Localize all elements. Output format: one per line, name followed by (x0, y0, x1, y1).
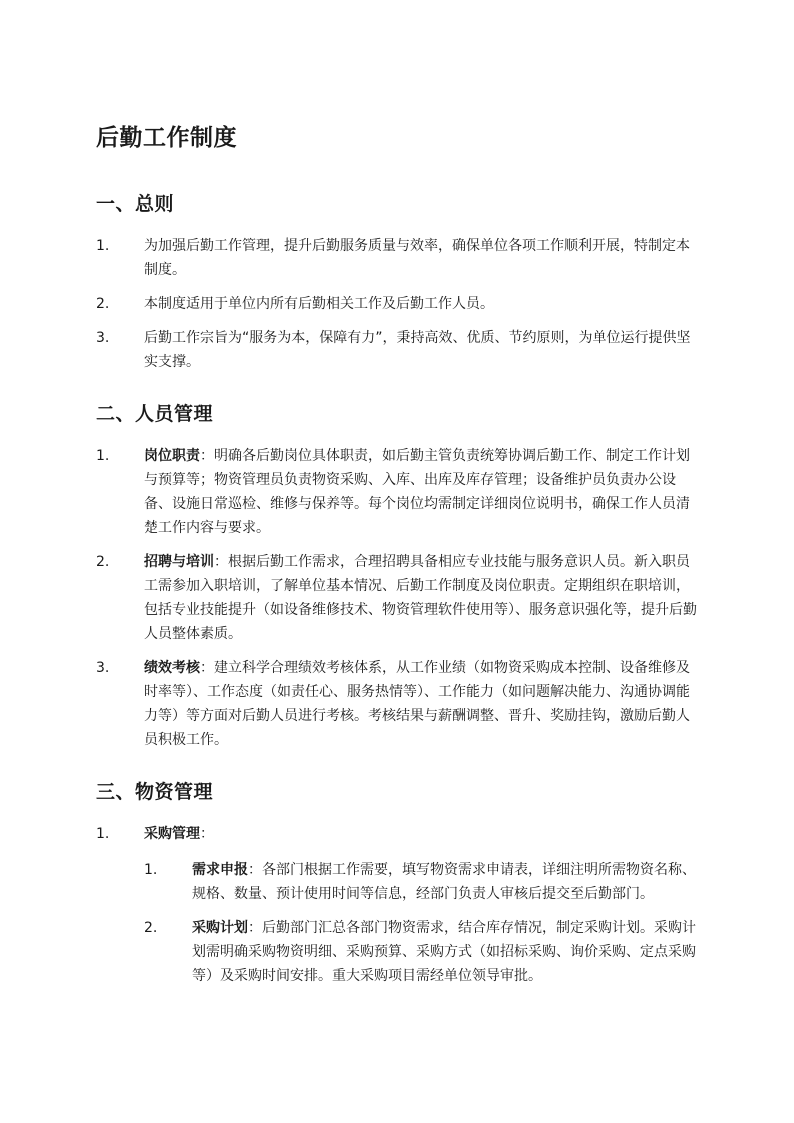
list-item (96, 550, 698, 646)
list-item (96, 822, 698, 988)
sub-item-number: 1. (144, 862, 158, 878)
item-text: 本制度适用于单位内所有后勤相关工作及后勤工作人员。 (144, 296, 494, 312)
section-heading: 二、人员管理 (96, 403, 214, 425)
item-term: 采购管理 (144, 826, 200, 842)
item-term: 绩效考核 (144, 660, 200, 676)
item-number: 1. (96, 826, 110, 842)
numbered-list (96, 234, 698, 374)
sub-list-item (144, 916, 698, 988)
item-term: 招聘与培训 (144, 554, 214, 570)
list-item (96, 234, 698, 282)
item-number: 1. (96, 448, 110, 464)
item-number: 3. (96, 330, 110, 346)
item-text: ：建立科学合理绩效考核体系，从工作业绩（如物资采购成本控制、设备维修及时率等）、工作态度（如责任心、服务热情等）、工作能力（如问题解决能力、沟通协调能力等）等方面对后勤人员进行考核。考核结果与薪酬调整、晋升、奖励挂钩，激励后勤人员积极工作。 (144, 660, 690, 748)
list-item (96, 326, 698, 374)
item-term: 岗位职责 (144, 448, 200, 464)
item-text: ：根据后勤工作需求，合理招聘具备相应专业技能与服务意识人员。新入职员工需参加入职培训，了解单位基本情况、后勤工作制度及岗位职责。定期组织在职培训，包括专业技能提升（如设备维修技术、物资管理软件使用等）、服务意识强化等，提升后勤人员整体素质。 (144, 554, 697, 642)
list-item (96, 444, 698, 540)
section-personnel (96, 400, 698, 752)
sub-item-term: 需求申报 (192, 862, 248, 878)
sub-item-term: 采购计划 (192, 920, 248, 936)
sub-item-number: 2. (144, 920, 158, 936)
item-number: 3. (96, 660, 110, 676)
item-number: 1. (96, 238, 110, 254)
list-item (96, 656, 698, 752)
section-general (96, 190, 698, 374)
sub-item-text: ：后勤部门汇总各部门物资需求，结合库存情况，制定采购计划。采购计划需明确采购物资明细、采购预算、采购方式（如招标采购、询价采购、定点采购等）及采购时间安排。重大采购项目需经单位领导审批。 (192, 920, 696, 984)
section-heading: 一、总则 (96, 193, 175, 215)
item-text: ： (200, 826, 214, 842)
item-number: 2. (96, 296, 110, 312)
sub-item-text: ：各部门根据工作需要，填写物资需求申请表，详细注明所需物资名称、规格、数量、预计使用时间等信息，经部门负责人审核后提交至后勤部门。 (192, 862, 696, 902)
item-number: 2. (96, 554, 110, 570)
list-item (96, 292, 698, 316)
document-title: 后勤工作制度 (96, 125, 237, 151)
numbered-list (96, 822, 698, 988)
item-text: ：明确各后勤岗位具体职责，如后勤主管负责统筹协调后勤工作、制定工作计划与预算等；物资管理员负责物资采购、入库、出库及库存管理；设备维护员负责办公设备、设施日常巡检、维修与保养等。每个岗位均需制定详细岗位说明书，确保工作人员清楚工作内容与要求。 (144, 448, 690, 536)
section-heading: 三、物资管理 (96, 781, 214, 803)
item-text: 后勤工作宗旨为“服务为本，保障有力”，秉持高效、优质、节约原则，为单位运行提供坚实支撑。 (144, 330, 691, 370)
sub-list-item (144, 858, 698, 906)
item-text: 为加强后勤工作管理，提升后勤服务质量与效率，确保单位各项工作顺利开展，特制定本制度。 (144, 238, 690, 278)
sub-numbered-list (144, 858, 698, 988)
numbered-list (96, 444, 698, 752)
section-materials (96, 778, 698, 988)
